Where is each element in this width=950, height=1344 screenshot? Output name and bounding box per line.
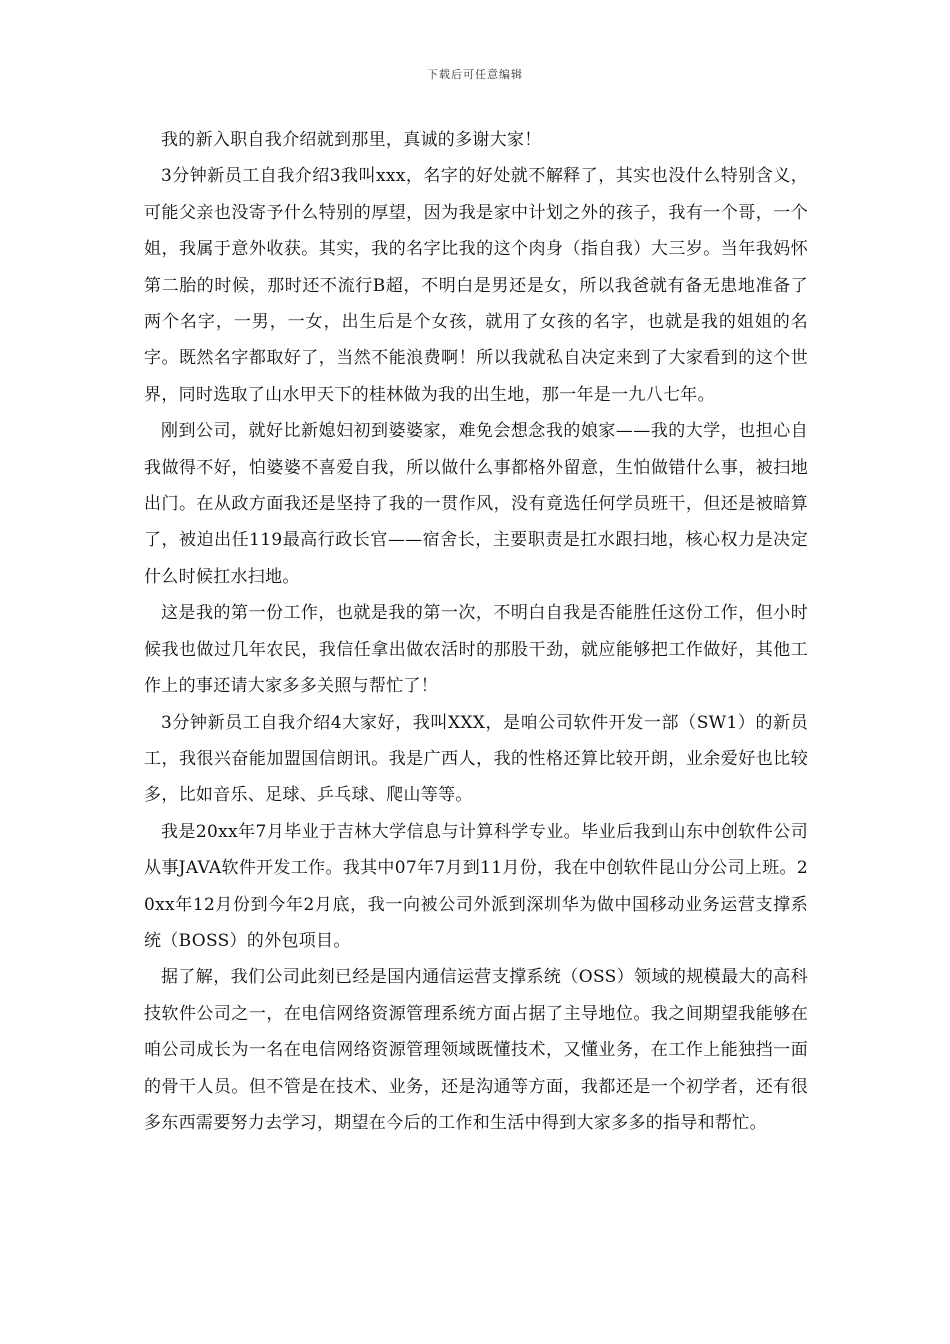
paragraph-7: 据了解，我们公司此刻已经是国内通信运营支撑系统（OSS）领域的规模最大的高科技软件公司之一，在电信网络资源管理系统方面占据了主导地位。我之间期望我能够在咱公司成长为一名在电信网络资源管理领域既懂技术，又懂业务，在工作上能独挡一面的骨干人员。但不管是在技术、业务，还是沟通等方面，我都还是一个初学者，还有很多东西需要努力去学习，期望在今后的工作和生活中得到大家多多的指导和帮忙。 xyxy=(144,967,808,1133)
paragraph-3: 刚到公司，就好比新媳妇初到婆婆家，难免会想念我的娘家——我的大学，也担心自我做得不好，怕婆婆不喜爱自我，所以做什么事都格外留意，生怕做错什么事，被扫地出门。在从政方面我还是坚持了我的一贯作风，没有竟选任何学员班干，但还是被暗算了，被迫出任119最高行政长官——宿舍长，主要职责是扛水跟扫地，核心权力是决定什么时候扛水扫地。 xyxy=(144,421,808,587)
page-header: 下载后可任意编辑 xyxy=(427,68,523,81)
paragraph-2: 3分钟新员工自我介绍3我叫xxx，名字的好处就不解释了，其实也没什么特别含义，可能父亲也没寄予什么特别的厚望，因为我是家中计划之外的孩子，我有一个哥，一个姐，我属于意外收获。其实，我的名字比我的这个肉身（指自我）大三岁。当年我妈怀第二胎的时候，那时还不流行B超，不明白是男还是女，所以我爸就有备无患地准备了两个名字，一男，一女，出生后是个女孩，就用了女孩的名字，也就是我的姐姐的名字。既然名字都取好了，当然不能浪费啊！所以我就私自决定来到了大家看到的这个世界，同时选取了山水甲天下的桂林做为我的出生地，那一年是一九八七年。 xyxy=(144,166,808,405)
paragraph-5: 3分钟新员工自我介绍4大家好，我叫XXX，是咱公司软件开发一部（SW1）的新员工，我很兴奋能加盟国信朗讯。我是广西人，我的性格还算比较开朗，业余爱好也比较多，比如音乐、足球、乒乓球、爬山等等。 xyxy=(144,712,808,806)
paragraph-6: 我是20xx年7月毕业于吉林大学信息与计算科学专业。毕业后我到山东中创软件公司从事JAVA软件开发工作。我其中07年7月到11月份，我在中创软件昆山分公司上班。20xx年12月份到今年2月底，我一向被公司外派到深圳华为做中国移动业务运营支撑系统（BOSS）的外包项目。 xyxy=(144,821,808,951)
document-body xyxy=(144,122,808,1141)
paragraph-4: 这是我的第一份工作，也就是我的第一次，不明白自我是否能胜任这份工作，但小时候我也做过几年农民，我信任拿出做农活时的那股干劲，就应能够把工作做好，其他工作上的事还请大家多多关照与帮忙了！ xyxy=(144,603,808,697)
paragraph-1: 我的新入职自我介绍就到那里，真诚的多谢大家！ xyxy=(161,130,542,150)
